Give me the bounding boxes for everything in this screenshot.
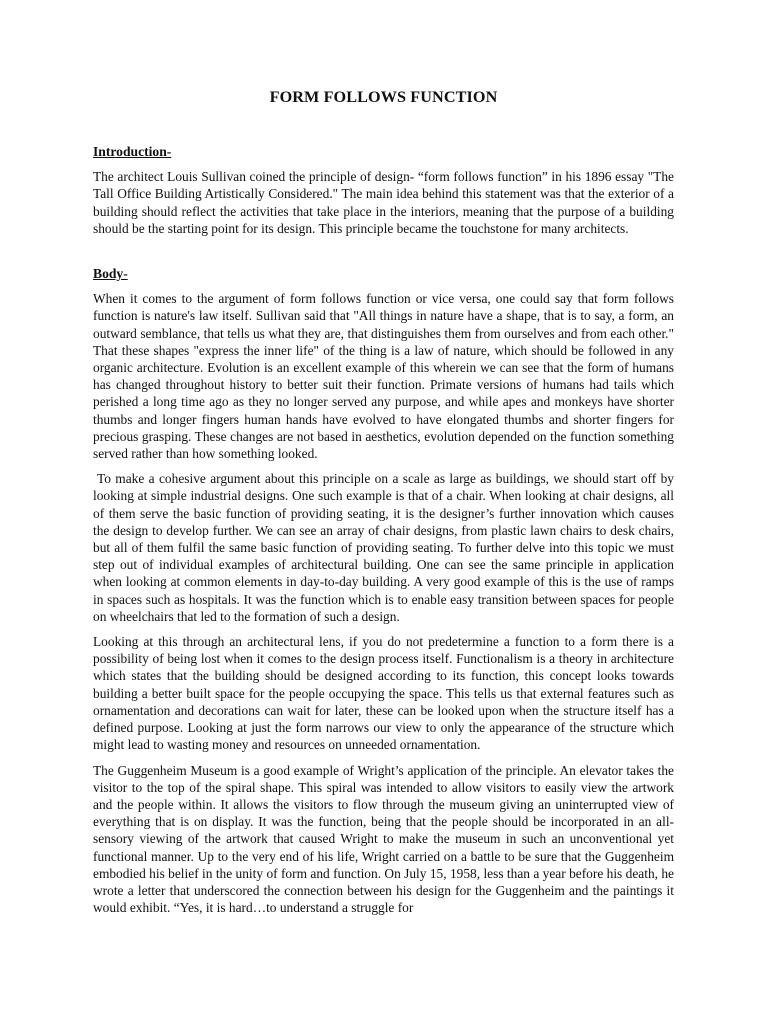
document-title: FORM FOLLOWS FUNCTION xyxy=(269,88,498,106)
body-paragraph-1: When it comes to the argument of form follows function or vice versa, one could say that form follows function is nature's law itself. Sullivan said that "All things in nature have a shape, that is to say, a form, an outward semblance, that tells us what they are, that distinguishes them from ourselves and from each other." That these shapes "express the inner life" of the thing is a law of nature, which should be followed in any organic architecture. Evolution is an excellent example of this wherein we can see that the form of humans has changed throughout history to better suit their function. Primate versions of humans had tails which perished a long time ago as they no longer served any purpose, and while apes and monkeys have shorter thumbs and longer fingers human hands have evolved to have elongated thumbs and shorter fingers for precious grasping. These changes are not based in aesthetics, evolution depended on the function something served rather than how something looked. xyxy=(93,291,674,462)
body-paragraph-3: Looking at this through an architectural lens, if you do not predetermine a function to a form there is a possibility of being lost when it comes to the design process itself. Functionalism is a theory in architecture which states that the building should be designed according to its function, this concept looks towards building a better built space for the people occupying the space. This tells us that external features such as ornamentation and decorations can wait for later, these can be looked upon when the structure itself has a defined purpose. Looking at just the form narrows our view to only the appearance of the structure which might lead to wasting money and resources on unneeded ornamentation. xyxy=(93,634,674,753)
introduction-paragraph: The architect Louis Sullivan coined the principle of design- “form follows function” in his 1896 essay "The Tall Office Building Artistically Considered." The main idea behind this statement was that the exterior of a building should reflect the activities that take place in the interiors, meaning that the purpose of a building should be the starting point for its design. This principle became the touchstone for many architects. xyxy=(93,169,674,236)
body-paragraph-2: To make a cohesive argument about this principle on a scale as large as buildings, we should start off by looking at simple industrial designs. One such example is that of a chair. When looking at chair designs, all of them serve the basic function of providing seating, it is the designer’s further innovation which causes the design to develop further. We can see an array of chair designs, from plastic lawn chairs to desk chairs, but all of them fulfil the same basic function of providing seating. To further delve into this topic we must step out of individual examples of architectural building. One can see the same principle in application when looking at common elements in day-to-day building. A very good example of this is the use of ramps in spaces such as hospitals. It was the function which is to enable easy transition between spaces for people on wheelchairs that led to the formation of such a design. xyxy=(93,471,674,624)
body-heading: Body- xyxy=(93,266,128,282)
introduction-heading: Introduction- xyxy=(93,144,172,159)
body-paragraph-4: The Guggenheim Museum is a good example of Wright’s application of the principle. An elevator takes the visitor to the top of the spiral shape. This spiral was intended to allow visitors to easily view the artwork and the people within. It allows the visitors to flow through the museum giving an uninterrupted view of everything that is on display. It was the function, being that the people should be incorporated in an all-sensory viewing of the artwork that caused Wright to make the museum in such an unconventional yet functional manner. Up to the very end of his life, Wright carried on a battle to be sure that the Guggenheim embodied his belief in the unity of form and function. On July 15, 1958, less than a year before his death, he wrote a letter that underscored the connection between his design for the Guggenheim and the paintings it would exhibit. “Yes, it is hard…to understand a struggle for xyxy=(93,762,674,916)
